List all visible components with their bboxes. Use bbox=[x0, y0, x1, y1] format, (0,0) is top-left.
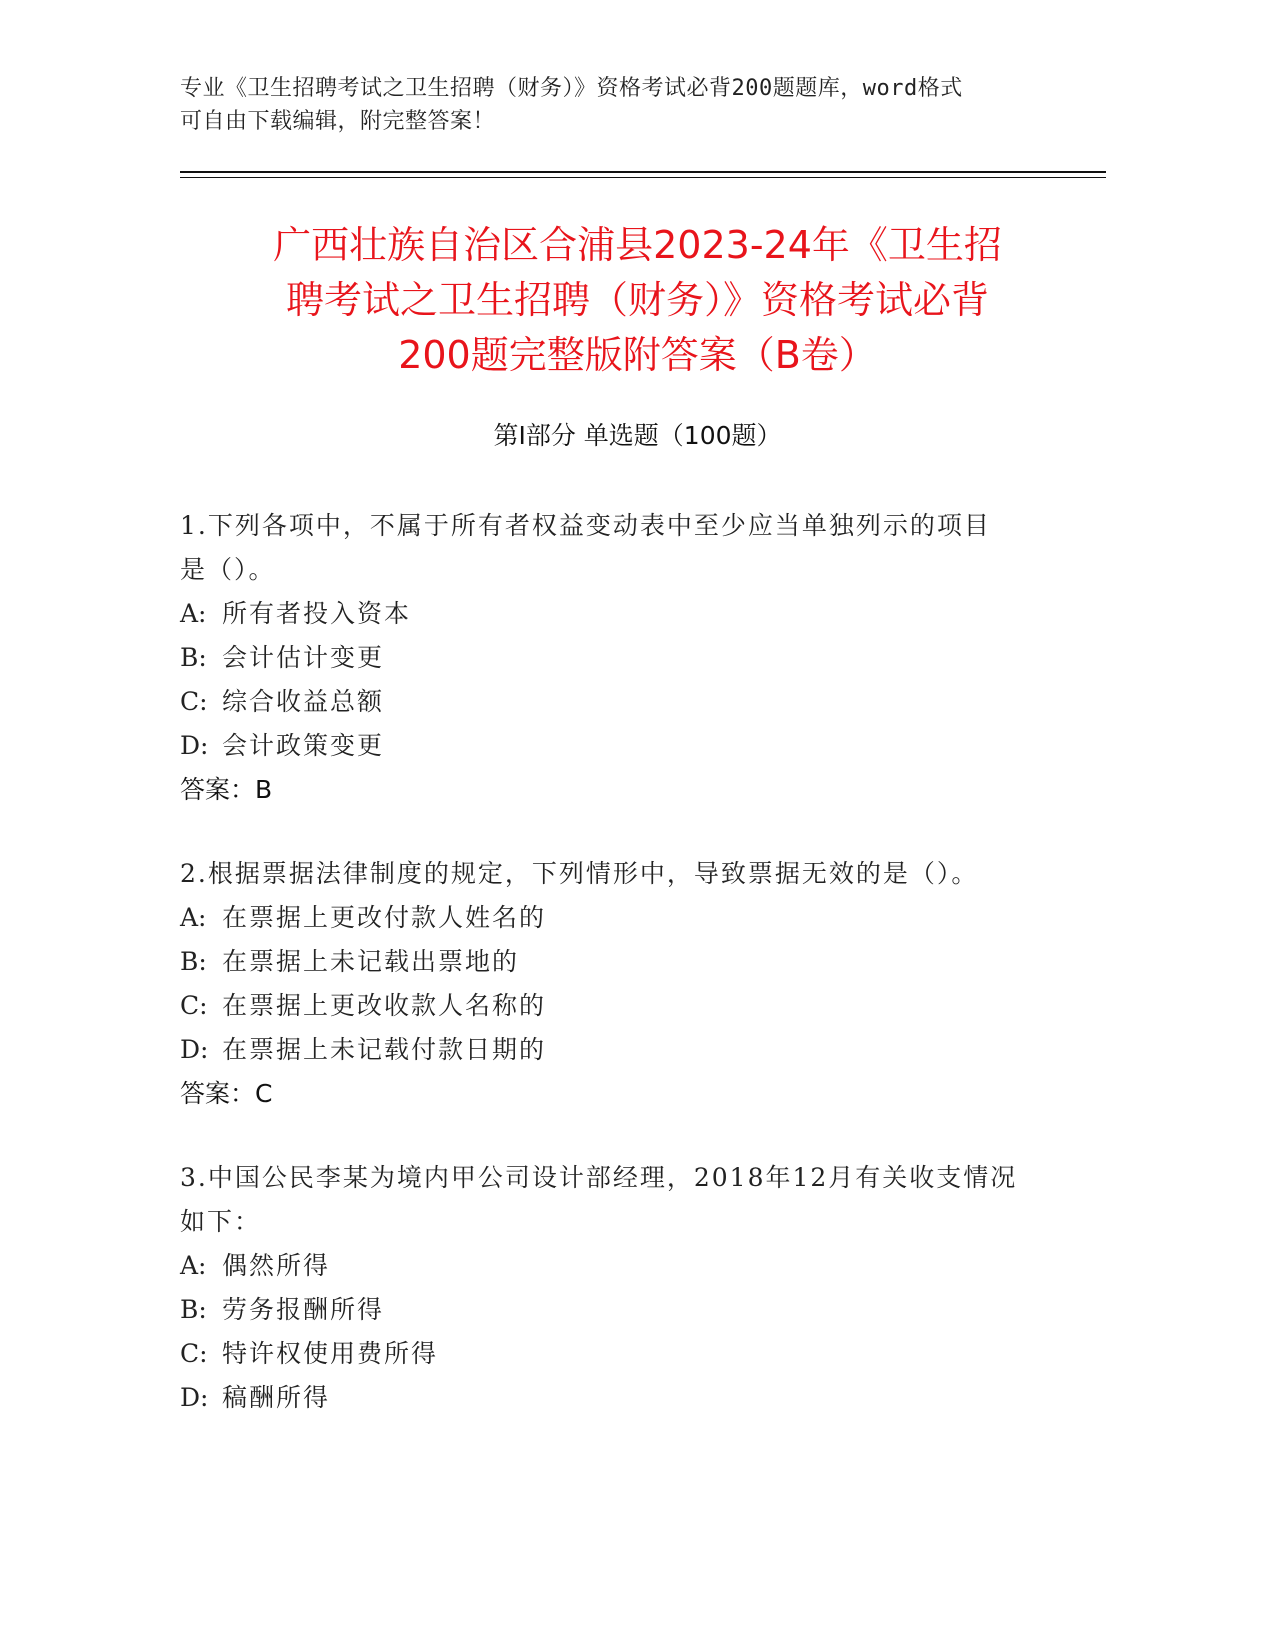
question-stem-line: 1.下列各项中，不属于所有者权益变动表中至少应当单独列示的项目 bbox=[180, 511, 991, 540]
option-d bbox=[180, 1376, 1080, 1420]
option-key: A: bbox=[180, 903, 207, 932]
question-stem-line: 3.中国公民李某为境内甲公司设计部经理，2018年12月有关收支情况 bbox=[180, 1163, 1018, 1192]
option-key: C: bbox=[180, 687, 208, 716]
option-key: B: bbox=[180, 947, 207, 976]
question-stem-line: 如下： bbox=[180, 1207, 262, 1236]
option-text: 会计政策变更 bbox=[222, 731, 385, 760]
question-2 bbox=[180, 852, 1080, 1116]
option-text: 所有者投入资本 bbox=[222, 599, 412, 628]
option-b bbox=[180, 940, 1080, 984]
option-text: 在票据上未记载付款日期的 bbox=[222, 1035, 547, 1064]
option-text: 特许权使用费所得 bbox=[222, 1339, 439, 1368]
title-line-1: 广西壮族自治区合浦县2023-24年《卫生招 bbox=[273, 223, 1002, 267]
section-heading: 第Ⅰ部分 单选题（100题） bbox=[493, 421, 782, 450]
option-a bbox=[180, 592, 1080, 636]
option-key: C: bbox=[180, 991, 208, 1020]
header-note-line-1: 专业《卫生招聘考试之卫生招聘（财务）》资格考试必背200题题库，word格式 bbox=[180, 76, 963, 101]
option-text: 在票据上更改付款人姓名的 bbox=[222, 903, 547, 932]
option-key: C: bbox=[180, 1339, 208, 1368]
option-text: 会计估计变更 bbox=[222, 643, 385, 672]
question-3 bbox=[180, 1156, 1080, 1420]
option-text: 在票据上未记载出票地的 bbox=[222, 947, 520, 976]
option-key: D: bbox=[180, 1383, 209, 1412]
answer: 答案：B bbox=[180, 775, 273, 804]
header-divider-thin bbox=[180, 177, 1106, 178]
document-title bbox=[150, 218, 1125, 383]
option-key: D: bbox=[180, 1035, 209, 1064]
option-a bbox=[180, 896, 1080, 940]
answer: 答案：C bbox=[180, 1079, 273, 1108]
option-text: 稿酬所得 bbox=[222, 1383, 331, 1412]
option-key: A: bbox=[180, 1251, 207, 1280]
option-text: 劳务报酬所得 bbox=[222, 1295, 385, 1324]
option-key: B: bbox=[180, 643, 207, 672]
option-b bbox=[180, 636, 1080, 680]
option-key: A: bbox=[180, 599, 207, 628]
title-line-3: 200题完整版附答案（B卷） bbox=[398, 333, 877, 377]
option-c bbox=[180, 984, 1080, 1028]
option-b bbox=[180, 1288, 1080, 1332]
question-stem-line: 是（）。 bbox=[180, 555, 276, 584]
option-d bbox=[180, 1028, 1080, 1072]
option-text: 在票据上更改收款人名称的 bbox=[222, 991, 547, 1020]
option-text: 综合收益总额 bbox=[222, 687, 385, 716]
option-c bbox=[180, 680, 1080, 724]
header-note-line-2: 可自由下载编辑，附完整答案！ bbox=[180, 109, 496, 134]
question-1 bbox=[180, 504, 1080, 812]
header-note bbox=[180, 72, 1060, 138]
option-d bbox=[180, 724, 1080, 768]
header-divider-thick bbox=[180, 171, 1106, 173]
option-c bbox=[180, 1332, 1080, 1376]
option-key: B: bbox=[180, 1295, 207, 1324]
question-stem-line: 2.根据票据法律制度的规定，下列情形中，导致票据无效的是（）。 bbox=[180, 859, 979, 888]
option-text: 偶然所得 bbox=[222, 1251, 331, 1280]
title-line-2: 聘考试之卫生招聘（财务）》资格考试必背 bbox=[285, 278, 989, 322]
option-key: D: bbox=[180, 731, 209, 760]
option-a bbox=[180, 1244, 1080, 1288]
